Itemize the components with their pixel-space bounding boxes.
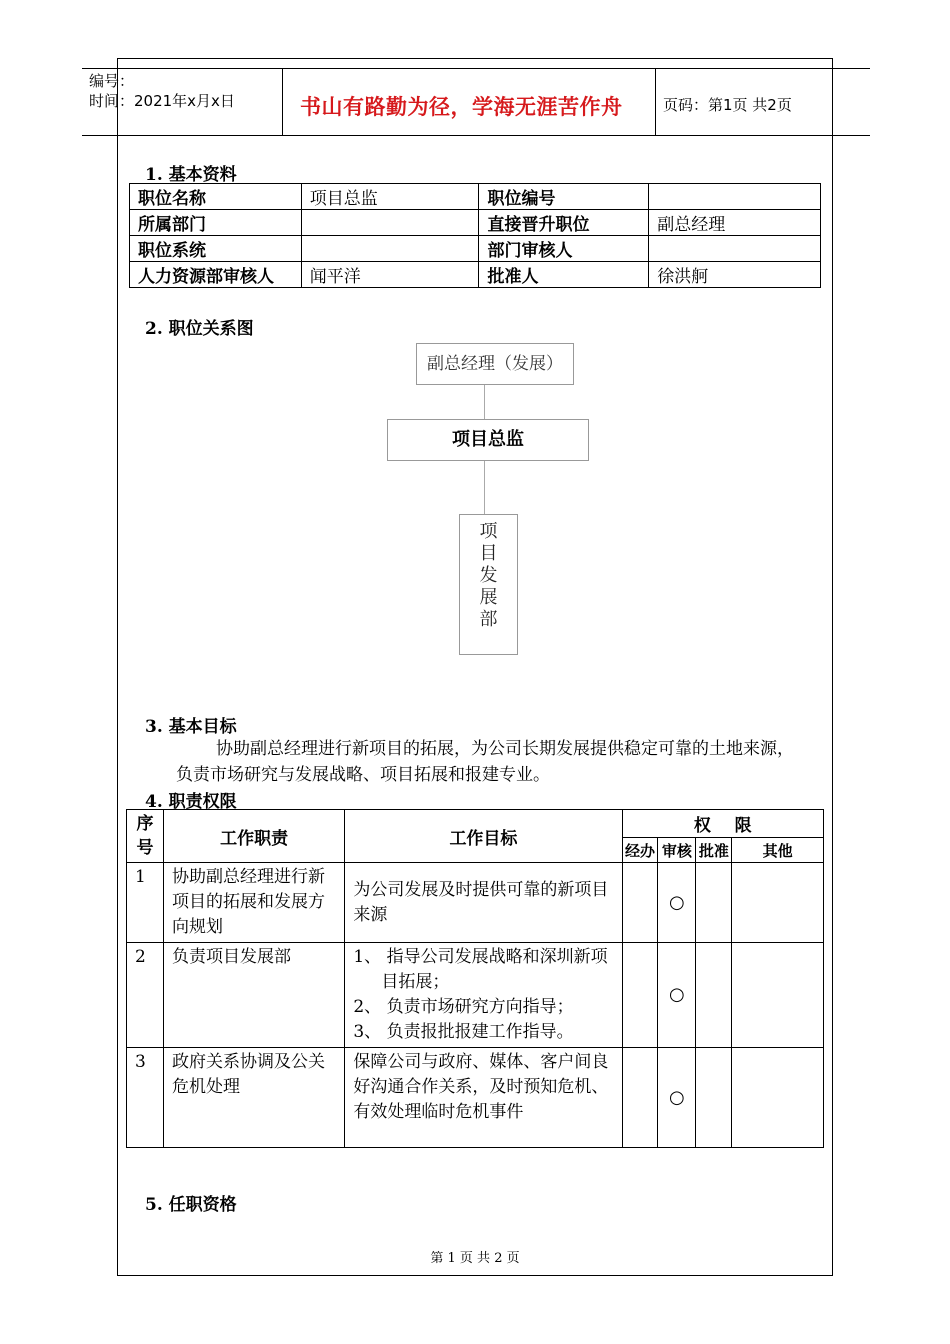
- field-label: 直接晋升职位: [479, 210, 649, 236]
- org-box-label: 副总经理（发展）: [427, 354, 563, 374]
- header-motto: 书山有路勤为径，学海无涯苦作舟: [300, 95, 623, 119]
- cell-review: [658, 863, 696, 943]
- table-row: [127, 1048, 824, 1148]
- cell-duty: 协助副总经理进行新项目的拓展和发展方向规划: [163, 863, 344, 943]
- table-row: [130, 210, 821, 236]
- cell-review: [658, 1048, 696, 1148]
- cell-review: [658, 943, 696, 1048]
- header-divider-2: [655, 68, 656, 136]
- table-row: [130, 236, 821, 262]
- authority-mark: ○: [669, 984, 685, 1005]
- field-value: 闻平洋: [301, 262, 479, 288]
- org-box-deputy-gm: [416, 343, 574, 385]
- goal-line: 保障公司与政府、媒体、客户间良好沟通合作关系，及时预知危机、有效处理临时危机事件: [353, 1052, 609, 1122]
- section-2-title: 2. 职位关系图: [145, 319, 254, 339]
- goal-line: 1、 指导公司发展战略和深圳新项目拓展；: [353, 947, 608, 992]
- col-header-duty: 工作职责: [163, 810, 344, 863]
- field-label: 所属部门: [130, 210, 302, 236]
- field-label: 部门审核人: [479, 236, 649, 262]
- cell-goal: [345, 863, 622, 943]
- org-box-project-director: [387, 419, 589, 461]
- page-frame-left: [117, 58, 118, 1276]
- cell-approve: [696, 863, 732, 943]
- cell-seq: 2: [127, 943, 164, 1048]
- field-label: 职位系统: [130, 236, 302, 262]
- org-connector-1: [484, 385, 485, 419]
- section-3-body: 协助副总经理进行新项目的拓展，为公司长期发展提供稳定可靠的土地来源，负责市场研究与发展战略、项目拓展和报建专业。: [176, 739, 794, 785]
- org-box-project-dev-dept: [459, 514, 518, 655]
- cell-other: [732, 943, 824, 1048]
- col-header-review: 审核: [658, 838, 696, 863]
- cell-goal: [345, 1048, 622, 1148]
- field-label: 职位编号: [479, 184, 649, 210]
- goal-line: 3、 负责报批报建工作指导。: [353, 1022, 574, 1042]
- col-header-handle: 经办: [622, 838, 658, 863]
- col-header-authority: 权 限: [622, 810, 823, 838]
- field-label: 人力资源部审核人: [130, 262, 302, 288]
- col-header-seq: [127, 810, 164, 863]
- section-5-title: 5. 任职资格: [145, 1195, 237, 1215]
- table-row: [130, 262, 821, 288]
- page-frame-top: [117, 58, 833, 59]
- cell-approve: [696, 943, 732, 1048]
- goal-line: 2、 负责市场研究方向指导；: [353, 997, 574, 1017]
- section-1-title: 1. 基本资料: [145, 165, 237, 185]
- page-frame-right: [832, 58, 833, 1276]
- cell-handle: [622, 863, 658, 943]
- cell-approve: [696, 1048, 732, 1148]
- cell-other: [732, 863, 824, 943]
- table-row: [130, 184, 821, 210]
- goal-line: 为公司发展及时提供可靠的新项目来源: [353, 879, 609, 925]
- page-frame-bottom: [117, 1275, 833, 1276]
- duty-authority-table: [126, 809, 824, 1148]
- field-value: [649, 236, 821, 262]
- cell-seq: 1: [127, 863, 164, 943]
- section-4-title: 4. 职责权限: [145, 792, 237, 812]
- org-box-label: 项目发展部: [479, 521, 498, 630]
- cell-duty: 负责项目发展部: [163, 943, 344, 1048]
- header-divider-1: [282, 68, 283, 136]
- field-value: [301, 210, 479, 236]
- field-value: 副总经理: [649, 210, 821, 236]
- field-value: [649, 184, 821, 210]
- basic-info-table: [129, 183, 821, 288]
- col-header-other: 其他: [732, 838, 824, 863]
- cell-seq: 3: [127, 1048, 164, 1148]
- col-header-seq-label: 序号: [136, 814, 154, 858]
- table-row: [127, 863, 824, 943]
- authority-mark: ○: [669, 891, 685, 913]
- org-box-label: 项目总监: [452, 429, 524, 450]
- header-top-rule: [82, 68, 870, 69]
- doc-number-label: 编号：: [89, 72, 135, 90]
- cell-duty: 政府关系协调及公关危机处理: [163, 1048, 344, 1148]
- table-row: [127, 943, 824, 1048]
- field-value: 项目总监: [301, 184, 479, 210]
- table-header-row: [127, 810, 824, 838]
- field-label: 职位名称: [130, 184, 302, 210]
- col-header-goal: 工作目标: [345, 810, 622, 863]
- cell-other: [732, 1048, 824, 1148]
- cell-handle: [622, 943, 658, 1048]
- field-value: 徐洪舸: [649, 262, 821, 288]
- org-connector-2: [484, 461, 485, 514]
- doc-time-label: 时间：2021年x月x日: [89, 92, 235, 110]
- field-label: 批准人: [479, 262, 649, 288]
- cell-handle: [622, 1048, 658, 1148]
- header-bottom-rule: [82, 135, 870, 136]
- authority-mark: ○: [669, 1086, 685, 1108]
- header-page-info: 页码：第1页 共2页: [663, 96, 792, 114]
- cell-goal: [345, 943, 622, 1048]
- field-value: [301, 236, 479, 262]
- col-header-approve: 批准: [696, 838, 732, 863]
- footer-page-number: 第 1 页 共 2 页: [430, 1251, 520, 1266]
- section-3-title: 3. 基本目标: [145, 717, 237, 737]
